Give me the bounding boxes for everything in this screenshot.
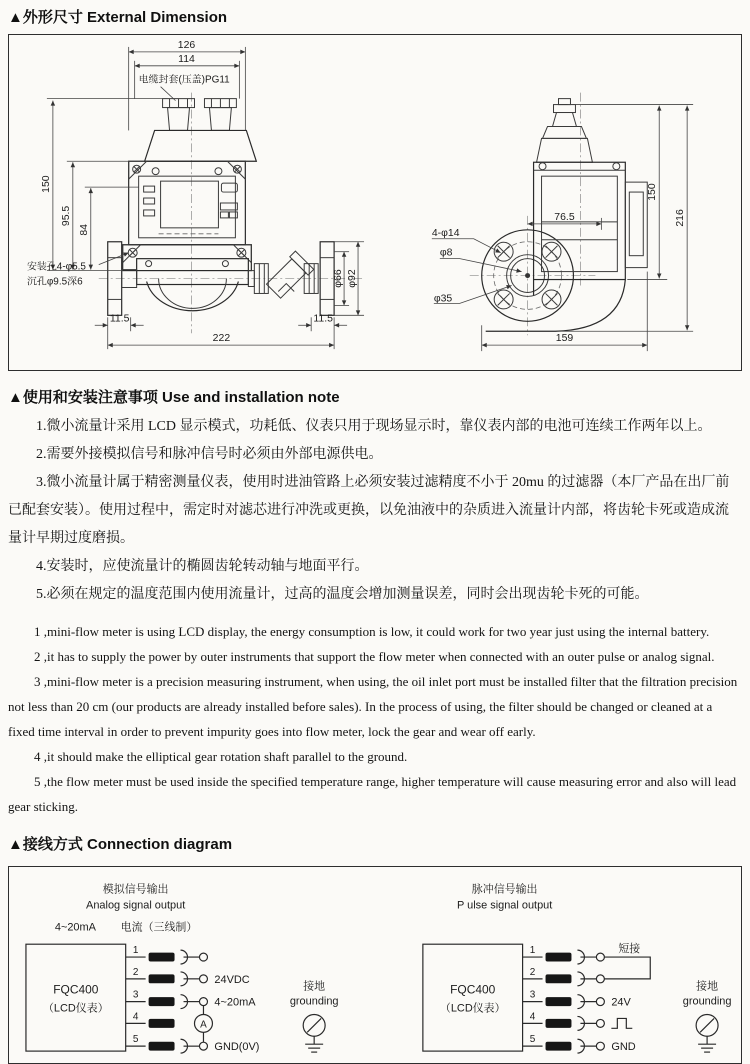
dim-11-5-left: 11.5 (109, 313, 130, 325)
short-link (604, 941, 650, 979)
ground-label-en: grounding (682, 995, 732, 1008)
gear-chamber (137, 259, 249, 311)
side-gland (537, 99, 593, 163)
front-view (27, 40, 364, 349)
analog-wire-4 (126, 1011, 175, 1027)
label-24vdc: 24VDC (214, 973, 250, 986)
note-cn-1: 1.微小流量计采用 LCD 显示模式，功耗低、仪表只用于现场显示时，靠仪表内部的电池可连续工作两年以上。 (36, 419, 712, 434)
note-en-2: 2 ,it has to supply the power by outer instruments that support the flow meter when connected with an outer pulse or analog signal. (34, 649, 715, 664)
ground-label-cn: 接地 (696, 980, 719, 993)
dim-150-front: 150 (40, 175, 52, 193)
section-title-external-dimension: ▲外形尺寸 External Dimension (8, 9, 228, 26)
label-420ma: 4~20mA (214, 996, 256, 1009)
pulse-device-sub: （LCD仪表） (439, 1002, 506, 1015)
ground-label-cn: 接地 (303, 980, 326, 993)
note-en-1: 1 ,mini-flow meter is using LCD display, the energy consumption is low, it could work for two year just using the internal battery. (34, 624, 710, 639)
note-en-5: 5 ,the flow meter must be used inside the specified temperature range, higher temperature will cause measuring error and also will lead gear sticking. (8, 774, 737, 814)
dim-150-side: 150 (647, 183, 659, 201)
label-phi8: φ8 (439, 247, 453, 259)
dim-126: 126 (177, 39, 196, 51)
cable-glands (163, 99, 237, 131)
external-dimension-panel (8, 34, 742, 371)
note-cn-3: 3.微小流量计属于精密测量仪表，使用时进油管路上必须安装过滤精度不小于 20mu 的过滤器（本厂产品在出厂前已配套安装）。使用过程中，需定时对滤芯进行冲洗或更换，以免油液中的杂质进入流量计内部，将齿轮卡死或造成流量计早期过度磨损。 (8, 475, 730, 546)
dim-216: 216 (675, 209, 687, 227)
analog-sub-range: 4~20mA (54, 921, 96, 934)
pulse-wire-5 (523, 1034, 636, 1053)
terminal-2: 2 (529, 966, 536, 978)
analog-wire-1 (126, 945, 208, 964)
section-title-connection-diagram: ▲接线方式 Connection diagram (8, 836, 233, 853)
note-cn-5: 5.必须在规定的温度范围内使用流量计，过高的温度会增加测量误差，同时会出现齿轮卡死的可能。 (36, 587, 649, 602)
pulse-wire-4 (523, 1011, 633, 1030)
pulse-symbol (611, 1018, 632, 1028)
lcd-window (161, 181, 219, 228)
dim-76-5: 76.5 (554, 211, 575, 223)
analog-wire-5 (126, 1034, 260, 1053)
label-4-phi14: 4-φ14 (431, 227, 460, 239)
dim-84: 84 (78, 224, 90, 236)
analog-title-cn: 模拟信号输出 (102, 883, 169, 896)
section-title-usage-note: ▲使用和安装注意事项 Use and installation note (8, 389, 340, 406)
counterbore-label: 沉孔φ9.5深6 (26, 276, 83, 288)
note-en-4: 4 ,it should make the elliptical gear rotation shaft parallel to the ground. (34, 749, 408, 764)
external-dimension-drawing (9, 35, 741, 370)
terminal-3: 3 (132, 989, 139, 1001)
label-24v: 24V (611, 996, 631, 1009)
analog-output-diagram (26, 882, 339, 1053)
dim-11-5-right: 11.5 (313, 313, 333, 325)
analog-wire-3 (126, 990, 257, 1009)
ammeter-letter: A (200, 1019, 207, 1031)
label-gnd: GND (611, 1041, 636, 1054)
pulse-ground (683, 979, 732, 1052)
connection-diagram-panel (8, 866, 742, 1064)
short-link-label: 短接 (618, 943, 641, 956)
pulse-wire-2 (523, 967, 605, 986)
cable-gland-label: 电缆封套(压盖)PG11 (138, 74, 230, 86)
y-strainer-assembly (248, 251, 318, 300)
pulse-title-cn: 脉冲信号输出 (471, 883, 538, 896)
note-en-3: 3 ,mini-flow meter is a precision measuring instrument, when using, the oil inlet port must be installed filter that the filtration precision not less than 20 cm (our products are already installed before sales). In the process of using, the filter should be changed or cleaned at a fixed time interval in order to prevent impurity goes into flow meter, lock the gear and wear off early. (8, 674, 738, 739)
terminal-4: 4 (132, 1011, 139, 1023)
dim-114: 114 (178, 53, 195, 65)
terminal-1: 1 (529, 945, 536, 957)
note-cn-4: 4.安装时，应使流量计的椭圆齿轮转动轴与地面平行。 (36, 559, 369, 574)
meter-housing (129, 161, 246, 245)
analog-device-name: FQC400 (53, 982, 99, 997)
pulse-wire-3 (523, 990, 632, 1009)
dim-222: 222 (212, 333, 231, 345)
meter-cover (145, 130, 257, 161)
notes-chinese (8, 413, 742, 609)
pulse-title-en: P ulse signal output (456, 899, 553, 912)
dim-phi66: φ66 (333, 269, 345, 288)
analog-device-box (26, 944, 126, 1051)
pulse-wire-1 (523, 945, 605, 964)
terminal-5: 5 (529, 1034, 536, 1046)
connection-diagram-drawing (9, 867, 741, 1061)
terminal-3: 3 (529, 989, 536, 1001)
side-housing (534, 162, 648, 279)
terminal-2: 2 (132, 966, 139, 978)
pulse-device-name: FQC400 (450, 982, 496, 997)
mounting-plate (123, 245, 252, 271)
dim-95-5: 95.5 (60, 205, 72, 227)
label-phi35: φ35 (433, 293, 453, 305)
analog-device-sub: （LCD仪表） (42, 1002, 109, 1015)
ground-label-en: grounding (289, 995, 339, 1008)
dim-159: 159 (555, 333, 574, 345)
terminal-1: 1 (132, 945, 139, 957)
analog-ground (290, 979, 339, 1052)
terminal-5: 5 (132, 1034, 139, 1046)
note-cn-2: 2.需要外接模拟信号和脉冲信号时必须由外部电源供电。 (36, 447, 383, 462)
pulse-output-diagram (423, 882, 732, 1053)
terminal-4: 4 (529, 1011, 536, 1023)
notes-english (8, 619, 742, 819)
analog-sub-wiring: 电流（三线制） (120, 921, 198, 934)
mount-hole-label: 安装孔4-φ5.5 (26, 261, 86, 273)
dim-phi92: φ92 (347, 269, 359, 288)
label-gnd-0v: GND(0V) (214, 1041, 260, 1054)
side-view (432, 93, 693, 351)
analog-wire-2 (126, 967, 250, 986)
pulse-device-box (423, 944, 523, 1051)
analog-title-en: Analog signal output (86, 899, 186, 912)
